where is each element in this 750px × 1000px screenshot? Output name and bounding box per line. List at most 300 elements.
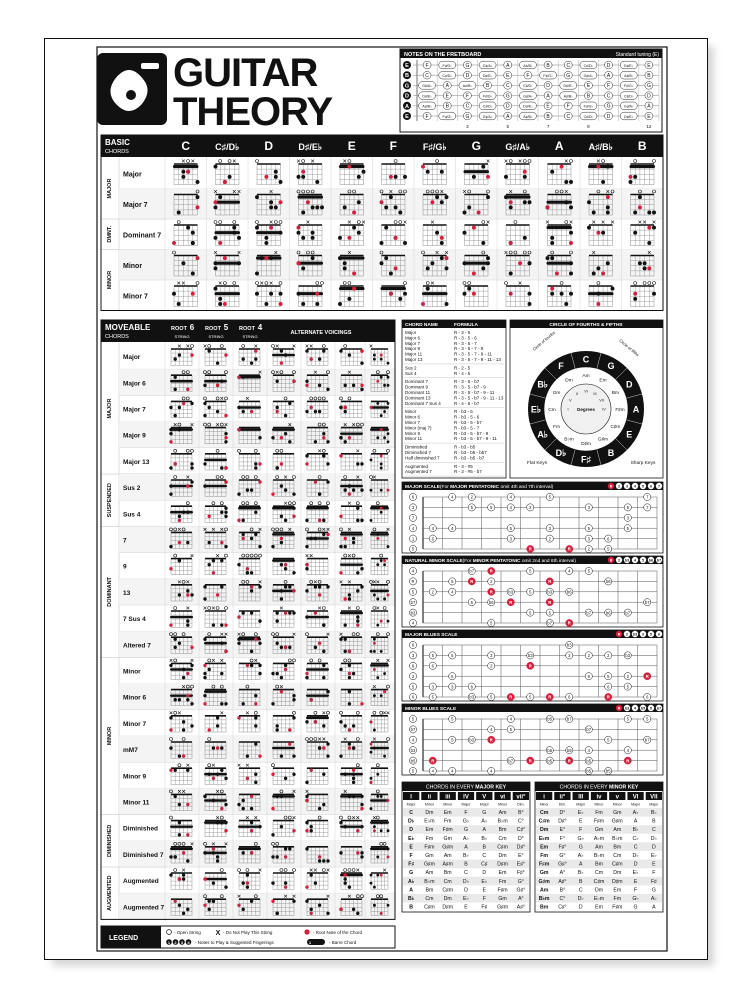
finger-dot (214, 205, 218, 209)
finger-dot (169, 855, 172, 858)
formula-chord-name: Diminished 7 (405, 450, 432, 455)
chord-diagram (271, 659, 295, 680)
scale-frame (402, 704, 663, 775)
finger-dot (435, 195, 439, 199)
key-chord-cell: A (482, 827, 487, 834)
root-dot (509, 292, 513, 296)
chord-diagram (237, 711, 260, 732)
root-dot (380, 428, 383, 431)
scale-degree: 5 (650, 632, 652, 637)
finger-dot (356, 589, 359, 592)
finger-dot (275, 795, 278, 798)
open-string-marker (380, 711, 383, 714)
finger-dot (216, 410, 219, 413)
chord-diagram (271, 816, 295, 837)
finger-dot (360, 488, 363, 491)
fretboard-note: E (546, 103, 550, 110)
scale-title-part: MAJOR SCALE (405, 485, 440, 490)
minor-key-table (535, 782, 663, 912)
open-string-marker (352, 554, 355, 557)
key-chord-cell: Fm (498, 878, 507, 885)
key-chord-cell: D♯m (442, 904, 454, 911)
legend-mute-icon: X (215, 930, 221, 937)
key-chord-cell: E♭ (481, 878, 488, 885)
finger-dot (218, 195, 222, 199)
key-chord-cell: G♯° (516, 887, 526, 894)
scale-note-label: b5 (547, 747, 553, 753)
key-chord-cell: Bm (595, 861, 603, 868)
key-chord-cell: A (652, 904, 656, 911)
root-dot (347, 236, 351, 240)
scale-open-label: b7 (410, 599, 416, 605)
root-dot (380, 620, 383, 623)
moveable-chord-type: Minor 11 (123, 799, 150, 807)
fretboard-note: F♯/G♭ (482, 94, 493, 99)
scale-open-label: 3 (411, 653, 415, 659)
finger-dot (292, 611, 295, 614)
key-chord-cell: E♭ (408, 835, 415, 842)
finger-dot (182, 728, 185, 731)
root-dot (280, 361, 283, 364)
key-chord-cell: C (578, 887, 583, 894)
finger-dot (445, 266, 449, 270)
finger-dot (216, 773, 219, 776)
finger-dot (322, 623, 325, 626)
finger-dot (305, 349, 308, 352)
barre-marker (547, 226, 573, 229)
barre-marker (464, 262, 490, 265)
key-chord-cell: Fm (595, 810, 603, 816)
open-string-marker (279, 282, 282, 285)
finger-dot (284, 488, 287, 491)
finger-dot (250, 571, 253, 574)
chord-diagram (237, 611, 261, 627)
key-quality: Minor (498, 802, 508, 807)
finger-dot (177, 302, 181, 306)
barre-marker (370, 848, 389, 850)
finger-dot (258, 825, 261, 828)
formula-chord-name: Minor 9 (405, 430, 421, 436)
scale-note-label: 4 (509, 716, 512, 722)
scale-open-label: b3 (410, 610, 416, 616)
chord-diagram (169, 869, 192, 890)
open-string-marker (174, 554, 177, 557)
key-numeral: vii° (516, 794, 526, 801)
open-string-marker (356, 711, 359, 714)
finger-dot (169, 664, 172, 667)
key-chord-cell: F° (559, 835, 566, 842)
key-numeral: v (615, 794, 619, 801)
finger-dot (241, 533, 244, 536)
chord-diagram (339, 160, 365, 185)
scale-note-label: 4 (490, 727, 493, 733)
root-dot (212, 571, 215, 574)
finger-dot (528, 200, 532, 204)
moveable-chord-type: Major 7 (123, 406, 146, 414)
root-dot (343, 537, 346, 540)
fretboard-note: D♯/E♭ (563, 84, 573, 89)
legend-root-text: - Root Note of the Chord (313, 930, 363, 935)
scale-note-label: b3 (566, 642, 572, 648)
chord-diagram (203, 397, 227, 418)
finger-dot (318, 904, 321, 907)
barre-marker (340, 432, 363, 434)
barre-marker (272, 428, 295, 430)
root-dot (373, 642, 376, 645)
root-dot (318, 593, 321, 596)
root-dot (376, 380, 379, 383)
key-chord-cell: A♭ (463, 835, 469, 842)
key-chord-cell: A (633, 818, 638, 825)
finger-dot (271, 702, 274, 705)
key-chord-cell: Cm (594, 870, 604, 877)
finger-dot (376, 563, 379, 566)
scale-title-part: NATURAL MINOR SCALE (405, 559, 463, 564)
key-chord-cell: Am (443, 853, 452, 859)
finger-dot (360, 585, 363, 588)
basic-chord-type: Minor 7 (123, 293, 148, 301)
finger-dot (284, 664, 287, 667)
open-string-marker (216, 397, 219, 400)
circle-degree-numeral: VII (599, 398, 604, 403)
root-dot (509, 200, 513, 204)
barre-marker (170, 380, 193, 382)
chord-diagram (339, 502, 363, 523)
finger-dot (190, 724, 193, 727)
finger-dot (564, 200, 568, 204)
key-chord-cell: A° (559, 870, 566, 877)
finger-dot (356, 571, 359, 574)
root-dot (237, 904, 240, 907)
key-chord-cell: E (578, 818, 583, 825)
key-chord-cell: D♯m (497, 861, 508, 868)
finger-dot (356, 912, 359, 915)
fretboard-note: B (586, 93, 591, 100)
finger-dot (652, 210, 656, 214)
finger-dot (445, 302, 449, 306)
finger-dot (315, 302, 319, 306)
finger-dot (546, 256, 550, 260)
key-chord-cell: C° (559, 896, 566, 902)
finger-dot (212, 559, 215, 562)
key-chord-cell: D♭ (577, 896, 584, 902)
open-string-marker (316, 282, 319, 285)
key-chord-cell: D♭ (650, 835, 657, 842)
key-chord-cell: Em (425, 827, 434, 834)
fretboard-note: C♯/D♭ (523, 84, 533, 89)
chord-diagram (463, 282, 488, 307)
finger-dot (403, 241, 407, 245)
open-string-marker (256, 221, 259, 224)
chord-diagram (297, 282, 324, 307)
scale-note-label: 2 (490, 663, 493, 669)
scale-note-label: 5 (626, 505, 629, 511)
scale-note-label: 7 (646, 505, 649, 511)
finger-dot (383, 384, 386, 387)
root-dot (173, 462, 176, 465)
barre-marker (204, 773, 227, 775)
finger-dot (216, 855, 219, 858)
chord-diagram (370, 816, 389, 837)
finger-dot (440, 200, 444, 204)
finger-dot (280, 825, 283, 828)
finger-dot (592, 210, 596, 214)
root-dot (173, 900, 176, 903)
finger-dot (647, 210, 651, 214)
key-chord-cell: C (482, 853, 487, 859)
finger-dot (339, 668, 342, 671)
open-string-marker (220, 869, 223, 872)
open-string-marker (376, 764, 379, 767)
key-chord-cell: Am (613, 827, 622, 834)
finger-dot (523, 236, 527, 240)
finger-dot (314, 585, 317, 588)
root-dot (284, 855, 287, 858)
finger-dot (403, 292, 407, 296)
basic-subheading: CHORDS (105, 149, 129, 155)
scale-note-label: b6 (566, 589, 572, 595)
barre-marker (170, 694, 193, 696)
finger-dot (241, 807, 244, 810)
finger-dot (237, 492, 240, 495)
key-chord-cell: F♯° (558, 844, 567, 851)
key-quality: Major (649, 802, 659, 807)
root-dot (223, 256, 227, 260)
scale-degree: R (617, 632, 621, 637)
finger-dot (220, 466, 223, 469)
moveable-chord-type: Sus 2 (123, 485, 141, 493)
key-numeral: ii° (559, 794, 566, 801)
scale-note-label: 2 (587, 653, 590, 659)
circle-major-key: A♭ (537, 429, 549, 440)
fretboard-note: C (505, 83, 510, 90)
finger-dot (376, 436, 379, 439)
finger-dot (343, 881, 346, 884)
key-numeral: V (482, 794, 487, 801)
finger-dot (271, 672, 274, 675)
open-string-marker (634, 160, 637, 163)
chord-diagram (203, 659, 226, 680)
open-string-marker (174, 659, 177, 662)
open-string-marker (293, 869, 296, 872)
barre-marker (272, 559, 295, 561)
scale-degree: 2 (626, 632, 628, 637)
finger-dot (288, 611, 291, 614)
finger-dot (387, 620, 390, 623)
finger-dot (250, 900, 253, 903)
finger-dot (633, 175, 637, 179)
finger-dot (633, 210, 637, 214)
scale-open-label: 2 (411, 673, 415, 679)
finger-dot (241, 851, 244, 854)
finger-dot (348, 484, 351, 487)
finger-dot (318, 384, 321, 387)
barre-marker (204, 821, 227, 823)
finger-dot (338, 236, 342, 240)
root-dot (224, 436, 227, 439)
finger-dot (237, 563, 240, 566)
open-string-marker (204, 397, 207, 400)
root-dot (279, 302, 283, 306)
finger-dot (326, 585, 329, 588)
scale-note-label: b3 (547, 589, 553, 595)
fretboard-note: A♯/B♭ (422, 104, 432, 109)
chord-diagram (169, 554, 193, 575)
key-chord-cell: Gm (498, 896, 507, 902)
key-chord-cell: E♯° (516, 861, 525, 868)
key-chord-cell: G♭ (462, 818, 470, 825)
scale-title (405, 706, 457, 712)
finger-dot (611, 287, 615, 291)
finger-dot (463, 231, 467, 235)
finger-dot (380, 489, 383, 492)
key-chord-cell: G♯m (611, 818, 623, 825)
root-dot (305, 885, 308, 888)
finger-dot (322, 724, 325, 727)
finger-dot (292, 900, 295, 903)
finger-dot (241, 376, 244, 379)
open-string-marker (348, 659, 351, 662)
finger-dot (271, 545, 274, 548)
key-chord-cell: F (579, 827, 583, 834)
finger-dot (271, 833, 274, 836)
finger-dot (569, 180, 573, 184)
barre-marker (170, 825, 193, 827)
fretboard-note: A (546, 93, 550, 100)
open-string-marker (265, 282, 268, 285)
moveable-chord-type: Sus 4 (123, 511, 141, 519)
root-dot (352, 769, 355, 772)
root-dot (629, 175, 633, 179)
finger-dot (339, 436, 342, 439)
finger-dot (218, 297, 222, 301)
key-chord-cell: Cm (613, 853, 622, 859)
basic-root-label: A (554, 139, 564, 153)
scale-frame (402, 482, 663, 553)
finger-dot (314, 537, 317, 540)
fretboard-note: C♯/D♭ (623, 94, 634, 99)
fretboard-note: F (526, 73, 530, 79)
finger-dot (246, 885, 249, 888)
finger-dot (181, 170, 185, 174)
finger-dot (309, 537, 312, 540)
key-chord-cell: E♭ (463, 896, 469, 902)
root-dot (178, 519, 181, 522)
moveable-heading: MOVEABLE (105, 323, 151, 332)
root-dot (182, 402, 185, 405)
finger-dot (550, 292, 554, 296)
fretboard-note: F (425, 113, 429, 120)
root-dot (606, 195, 610, 199)
scale-note-label: b6 (488, 599, 494, 605)
finger-dot (360, 851, 363, 854)
moveable-chord-type: Minor (123, 668, 141, 676)
root-dot (370, 781, 373, 784)
finger-dot (322, 432, 325, 435)
open-string-marker (394, 221, 397, 224)
open-string-marker (250, 659, 253, 662)
scale-note-label: 5 (470, 505, 473, 511)
finger-dot (387, 847, 390, 850)
finger-dot (352, 672, 355, 675)
key-chord-cell: F (652, 870, 656, 877)
finger-dot (220, 511, 223, 514)
finger-dot (186, 908, 189, 911)
chord-diagram (629, 160, 656, 185)
scale-note-label: 3 (490, 653, 493, 659)
circle-major-key: B (607, 447, 615, 458)
finger-dot (207, 541, 210, 544)
barre-marker (340, 773, 363, 775)
scale-note-label: 6 (607, 684, 610, 690)
open-string-marker (344, 869, 347, 872)
formula-chord-name: Sus 2 (405, 365, 417, 371)
root-dot (360, 807, 363, 810)
key-chord-cell: B° (518, 810, 524, 816)
open-string-marker (528, 160, 531, 163)
chord-diagram (172, 221, 197, 246)
open-string-marker (208, 607, 211, 610)
scale-note-label: 5 (529, 568, 532, 574)
circle-degree-numeral: III (593, 391, 597, 396)
open-string-marker (293, 502, 296, 505)
finger-dot (279, 180, 283, 184)
chord-diagram (382, 160, 407, 185)
chord-diagram (380, 221, 407, 246)
finger-dot (360, 795, 363, 798)
chord-diagram (305, 711, 329, 732)
chord-diagram (370, 502, 389, 523)
open-string-marker (279, 221, 282, 224)
finger-dot (255, 292, 259, 296)
fretboard-note: F (465, 93, 469, 100)
scale-note-label: b5 (547, 758, 553, 764)
formula-chord-formula: R - 3 - 5 - b7 - 9 - 11 - 13 (454, 395, 504, 401)
root-dot (246, 777, 249, 780)
finger-dot (269, 205, 273, 209)
scale-degree: 5 (642, 558, 644, 563)
root-dot (472, 292, 476, 296)
finger-dot (292, 698, 295, 701)
key-chord-cell: G (409, 870, 414, 877)
finger-dot (220, 746, 223, 749)
root-dot (314, 720, 317, 723)
open-string-marker (233, 221, 236, 224)
root-dot (352, 210, 356, 214)
circle-minor-key: Dm (565, 378, 573, 384)
scale-note-label: b5 (605, 768, 611, 774)
fretboard-note: C♯/D♭ (583, 63, 594, 68)
finger-dot (241, 410, 244, 413)
key-quality: Dim. (558, 802, 567, 807)
key-chord-cell: Gm (594, 827, 604, 834)
scale-note-label: b7 (469, 568, 475, 574)
scale-note-label: 5 (548, 494, 551, 500)
key-chord-cell: B♭ (481, 835, 488, 842)
legend-finger-number: 3 (180, 939, 184, 945)
formula-chord-formula: R - b3 - 5 - 7 (454, 425, 480, 431)
finger-dot (181, 261, 185, 265)
finger-dot (258, 585, 261, 588)
finger-dot (352, 908, 355, 911)
open-string-marker (186, 397, 189, 400)
legend-finger-number: 1 (167, 939, 171, 945)
barre-marker (630, 165, 656, 168)
key-chord-cell: A♭ (408, 878, 415, 885)
finger-dot (292, 773, 295, 776)
key-chord-cell: D (409, 827, 414, 834)
guitar-logo-neck (141, 63, 159, 69)
